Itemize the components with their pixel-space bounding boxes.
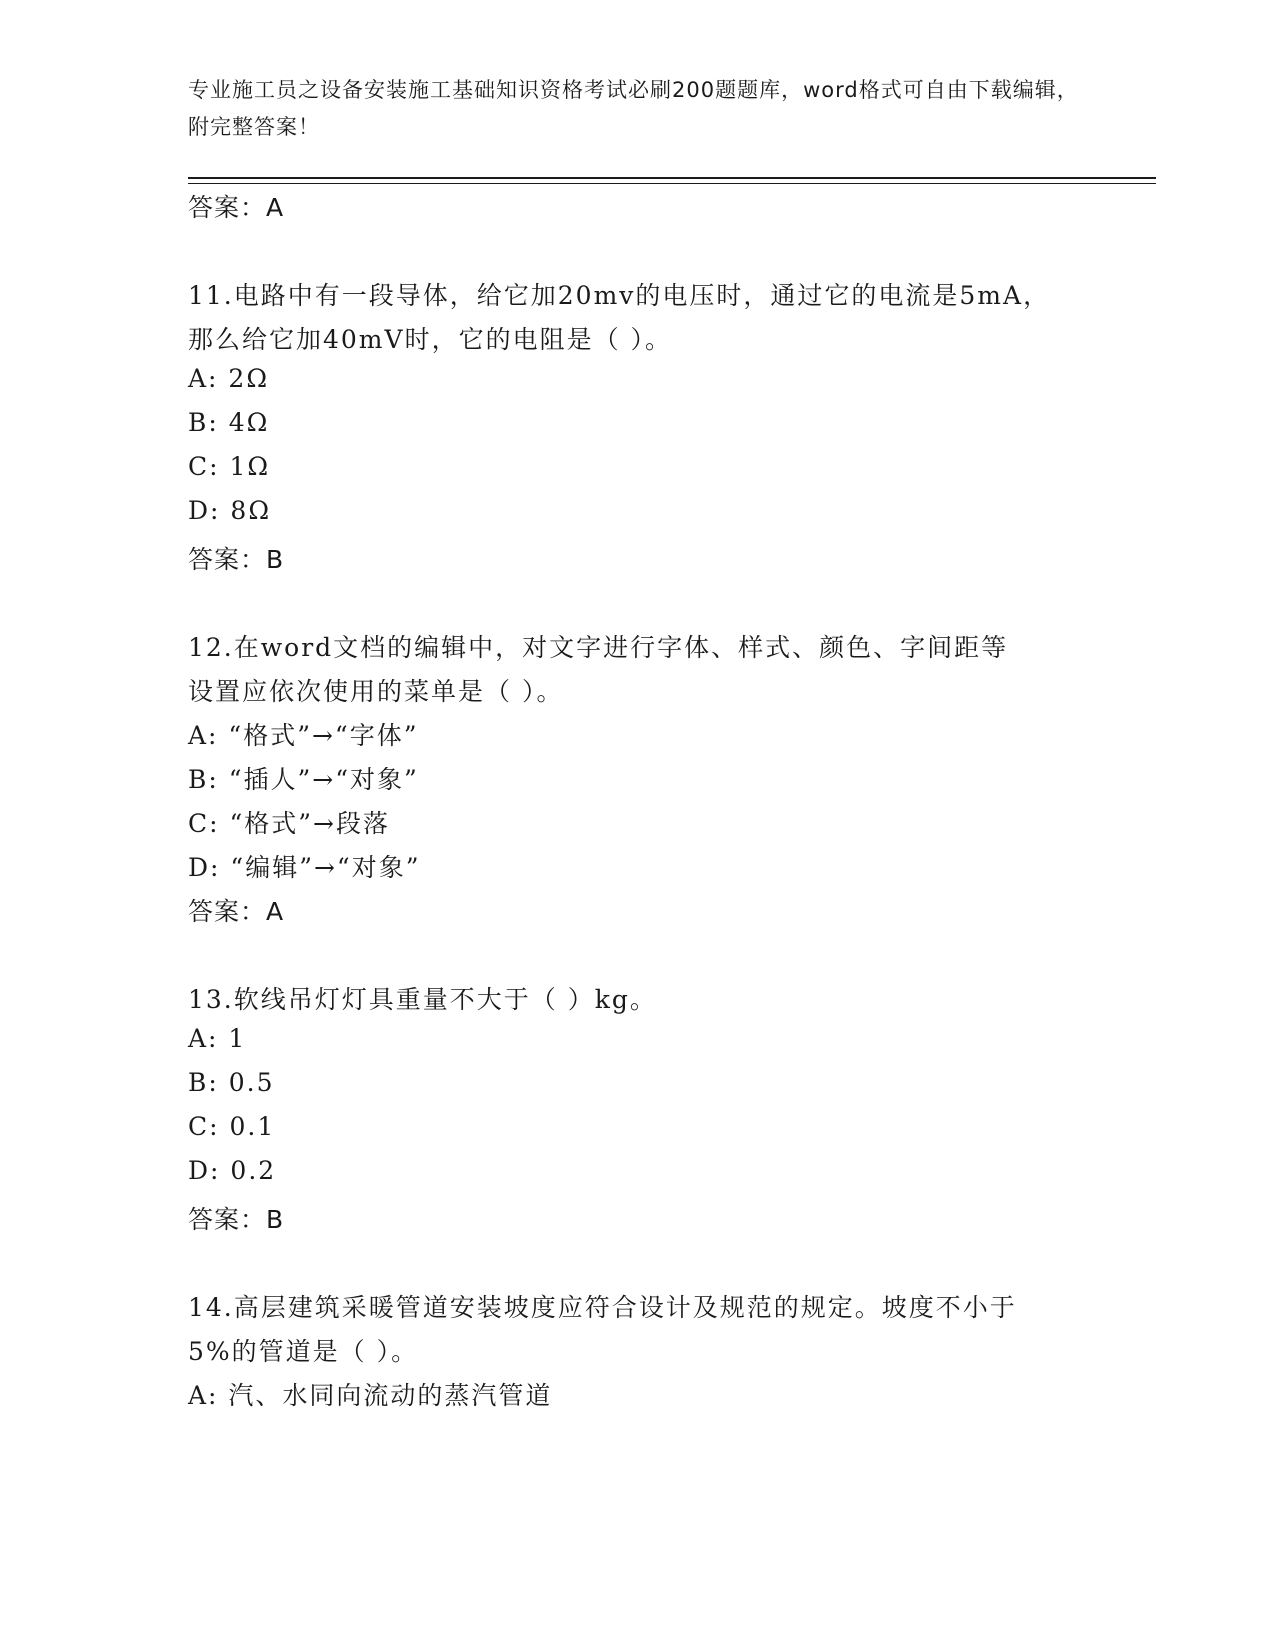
question-stem-line: 12.在word文档的编辑中，对文字进行字体、样式、颜色、字间距等 xyxy=(188,633,1009,662)
header-divider-thick xyxy=(188,177,1156,179)
document-header-text: 专业施工员之设备安装施工基础知识资格考试必刷200题题库，word格式可自由下载编辑，附完整答案！ xyxy=(188,78,1079,139)
header-divider-thin xyxy=(188,183,1156,184)
option-b: B: 4Ω xyxy=(188,408,270,437)
answer-label: 答案：A xyxy=(188,897,285,926)
question-stem-line: 11.电路中有一段导体，给它加20mv的电压时，通过它的电流是5mA， xyxy=(188,281,1051,310)
option-c: C: 0.1 xyxy=(188,1112,276,1141)
option-a: A: “格式”→“字体” xyxy=(188,721,419,750)
option-c: C: “格式”→段落 xyxy=(188,809,391,838)
question-stem-line: 14.高层建筑采暖管道安装坡度应符合设计及规范的规定。坡度不小于 xyxy=(188,1293,1017,1322)
option-b: B: 0.5 xyxy=(188,1068,275,1097)
option-a: A: 2Ω xyxy=(188,364,270,393)
question-stem-line: 设置应依次使用的菜单是（ ）。 xyxy=(188,677,564,706)
question-stem-line: 5%的管道是（ ）。 xyxy=(188,1337,419,1366)
previous-question-answer: 答案：A xyxy=(188,193,285,222)
option-c: C: 1Ω xyxy=(188,452,271,481)
question-stem-line: 13.软线吊灯灯具重量不大于（ ）kg。 xyxy=(188,985,657,1014)
question-stem-line: 那么给它加40mV时，它的电阻是（ ）。 xyxy=(188,325,673,354)
option-a: A: 汽、水同向流动的蒸汽管道 xyxy=(188,1381,553,1410)
option-d: D: “编辑”→“对象” xyxy=(188,853,421,882)
option-d: D: 0.2 xyxy=(188,1156,277,1185)
answer-label: 答案：B xyxy=(188,1205,285,1234)
option-b: B: “插人”→“对象” xyxy=(188,765,419,794)
answer-label: 答案：B xyxy=(188,545,285,574)
option-d: D: 8Ω xyxy=(188,496,272,525)
option-a: A: 1 xyxy=(188,1024,247,1053)
